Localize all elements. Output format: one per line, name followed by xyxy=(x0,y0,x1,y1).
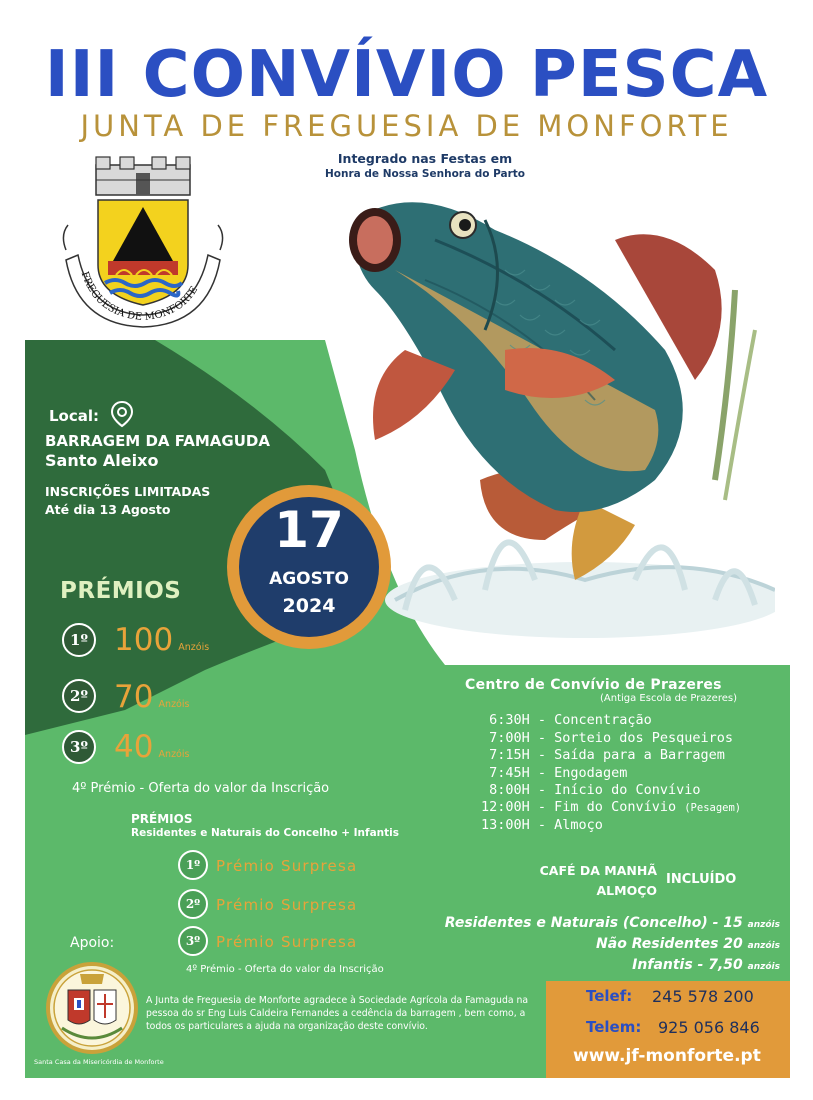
premios-residentes-title: PRÉMIOS xyxy=(131,812,193,826)
prize-2-unit: Anzóis xyxy=(158,699,190,710)
price-unit: anzóis xyxy=(747,962,780,972)
schedule-time: 7:45H xyxy=(481,765,530,781)
schedule-event: Engodagem xyxy=(554,765,628,781)
schedule-event: Saída para a Barragem xyxy=(554,747,725,763)
schedule-time: 6:30H xyxy=(481,712,530,728)
price-label: Residentes e Naturais (Concelho) - 15 xyxy=(444,915,743,931)
premios-title: PRÉMIOS xyxy=(60,578,182,604)
schedule-subtitle: (Antiga Escola de Prazeres) xyxy=(600,693,737,704)
schedule-note: (Pesagem) xyxy=(684,802,742,814)
schedule-time: 7:00H xyxy=(481,730,530,746)
date-month: AGOSTO xyxy=(269,569,349,589)
santa-casa-caption: Santa Casa da Misericórdia de Monforte xyxy=(34,1058,164,1066)
surpresa-1-medal: 1º xyxy=(178,850,208,880)
inscricoes-deadline: Até dia 13 Agosto xyxy=(45,502,171,517)
schedule-item: 13:00H - Almoço xyxy=(481,817,603,833)
almoco-label: ALMOÇO xyxy=(596,883,657,898)
telem-label: Telem: xyxy=(586,1018,642,1036)
schedule-title: Centro de Convívio de Prazeres xyxy=(465,677,722,693)
prize-1-value: 100 xyxy=(114,622,174,658)
price-residentes xyxy=(380,913,780,936)
schedule-item: 8:00H - Início do Convívio xyxy=(481,782,701,798)
carp-fish-illustration xyxy=(335,180,775,660)
price-unit: anzóis xyxy=(747,941,780,951)
price-label: Não Residentes 20 xyxy=(596,936,743,952)
schedule-event: Concentração xyxy=(554,712,652,728)
schedule-item: 7:00H - Sorteio dos Pesqueiros xyxy=(481,730,733,746)
telef-label: Telef: xyxy=(586,987,633,1005)
festas-note xyxy=(310,150,540,181)
website-link[interactable]: www.jf-monforte.pt xyxy=(573,1046,761,1066)
prize-2-medal: 2º xyxy=(62,679,96,713)
prize-2-value: 70 xyxy=(114,679,154,715)
fourth-prize-residentes: 4º Prémio - Oferta do valor da Inscrição xyxy=(186,964,384,975)
prize-3-value: 40 xyxy=(114,729,154,765)
schedule-item: 6:30H - Concentração xyxy=(481,712,652,728)
inscricoes-title: INSCRIÇÕES LIMITADAS xyxy=(45,484,211,499)
festas-line-2: Honra de Nossa Senhora do Parto xyxy=(325,168,525,180)
prize-1-medal: 1º xyxy=(62,623,96,657)
local-place-town: Santo Aleixo xyxy=(45,451,159,470)
schedule-time: 13:00H xyxy=(481,817,530,833)
poster-subtitle: JUNTA DE FREGUESIA DE MONFORTE xyxy=(80,109,733,143)
date-day: 17 xyxy=(274,501,344,559)
misericordia-seal-icon xyxy=(46,958,138,1054)
prize-3-unit: Anzóis xyxy=(158,749,190,760)
schedule-event: Almoço xyxy=(554,817,603,833)
schedule-time: 12:00H xyxy=(481,799,530,815)
cafe-label: CAFÉ DA MANHÃ xyxy=(539,863,657,878)
price-nao-residentes xyxy=(380,934,780,957)
schedule-item: 7:45H - Engodagem xyxy=(481,765,628,781)
prize-3 xyxy=(114,729,189,765)
prize-1-unit: Anzóis xyxy=(178,642,210,653)
telef-value: 245 578 200 xyxy=(652,987,754,1006)
prize-1 xyxy=(114,622,209,658)
price-unit: anzóis xyxy=(747,920,780,930)
surpresa-1-label: Prémio Surpresa xyxy=(216,857,358,875)
crest-ribbon-text: FREGUESIA DE MONFORTE xyxy=(78,270,201,324)
incluido-label: INCLUÍDO xyxy=(666,872,737,887)
schedule-item: 12:00H - Fim do Convívio (Pesagem) xyxy=(481,799,742,815)
schedule-item: 7:15H - Saída para a Barragem xyxy=(481,747,725,763)
price-label: Infantis - 7,50 xyxy=(632,957,743,973)
telem-value: 925 056 846 xyxy=(658,1018,760,1037)
festas-line-1: Integrado nas Festas em xyxy=(337,151,513,166)
fourth-prize: 4º Prémio - Oferta do valor da Inscrição xyxy=(72,781,330,796)
surpresa-2-medal: 2º xyxy=(178,889,208,919)
schedule-time: 7:15H xyxy=(481,747,530,763)
freguesia-crest-icon xyxy=(58,155,228,335)
premios-residentes-subtitle: Residentes e Naturais do Concelho + Infantis xyxy=(131,827,400,839)
agradecimento-text: A Junta de Freguesia de Monforte agradece à Sociedade Agrícola da Famaguda na pessoa do sr Eng Luis Caldeira Fernandes a cedência da barragem , bem como, a todos os particulares a ajuda na organização deste convívio. xyxy=(146,995,529,1032)
local-label: Local: xyxy=(49,407,100,425)
price-infantis xyxy=(380,955,780,978)
schedule-time: 8:00H xyxy=(481,782,530,798)
poster-title: III CONVÍVIO PESCA xyxy=(44,38,769,112)
prize-2 xyxy=(114,679,189,715)
date-year: 2024 xyxy=(282,595,336,617)
location-pin-icon xyxy=(110,400,134,428)
schedule-event: Início do Convívio xyxy=(554,782,701,798)
prize-3-medal: 3º xyxy=(62,730,96,764)
surpresa-2-label: Prémio Surpresa xyxy=(216,896,358,914)
local-place: BARRAGEM DA FAMAGUDA xyxy=(45,432,270,450)
surpresa-3-label: Prémio Surpresa xyxy=(216,933,358,951)
schedule-event: Sorteio dos Pesqueiros xyxy=(554,730,733,746)
schedule-event: Fim do Convívio xyxy=(554,799,677,815)
surpresa-3-medal: 3º xyxy=(178,926,208,956)
apoio-label: Apoio: xyxy=(70,935,115,951)
